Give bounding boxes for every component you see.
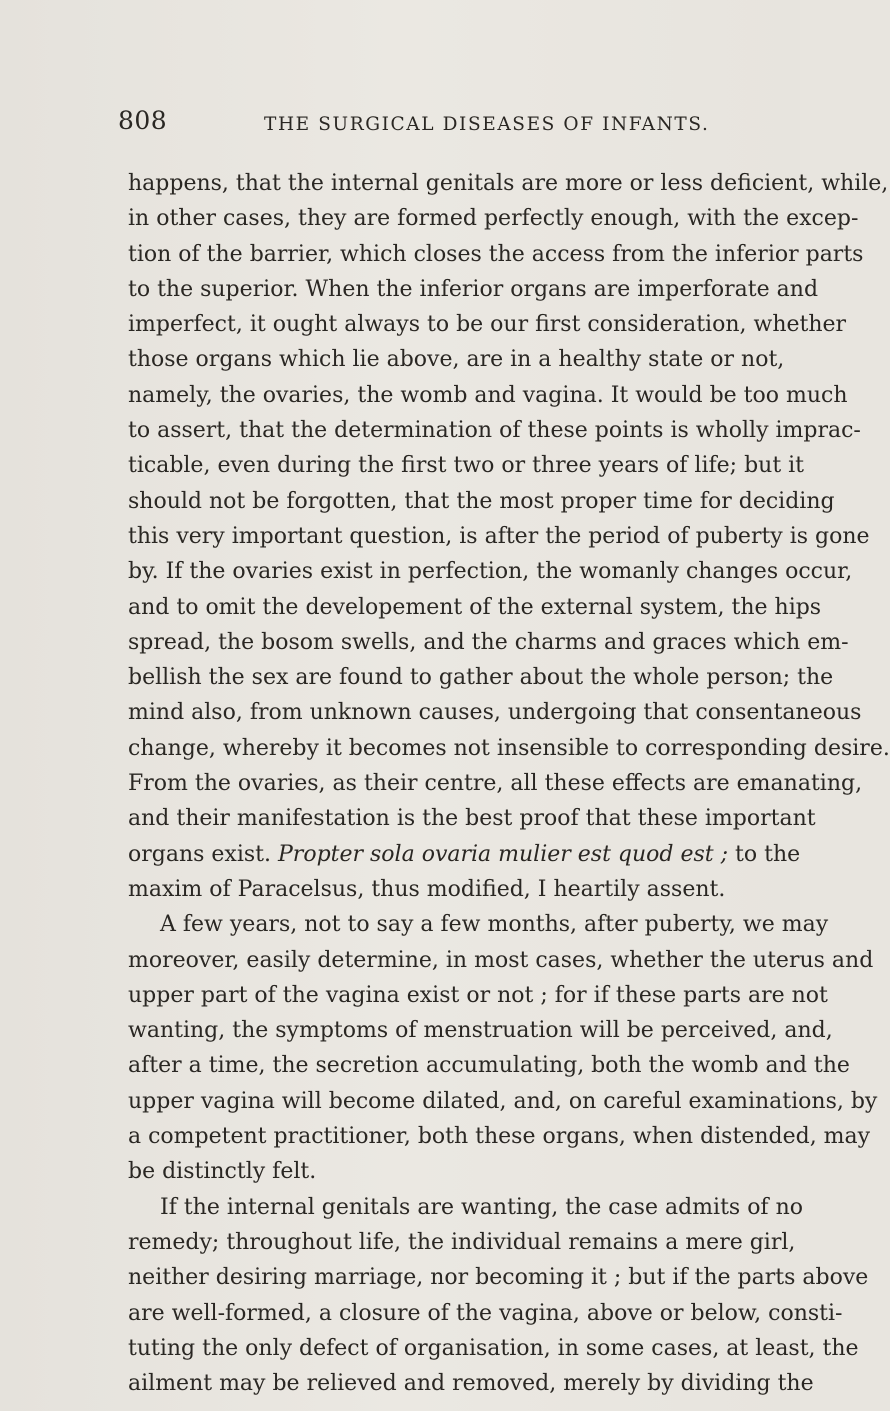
text-line: maxim of Paracelsus, thus modified, I heartily assent.	[128, 876, 726, 902]
text-line: remedy; throughout life, the individual remains a mere girl,	[128, 1229, 796, 1255]
text-line: namely, the ovaries, the womb and vagina. It would be too much	[128, 382, 848, 408]
running-head: THE SURGICAL DISEASES OF INFANTS.	[264, 114, 710, 135]
text-line: spread, the bosom swells, and the charms and graces which em-	[128, 629, 849, 655]
text-line: upper part of the vagina exist or not ; for if these parts are not	[128, 982, 828, 1008]
text-line: to assert, that the determination of these points is wholly imprac-	[128, 418, 861, 444]
text-line: in other cases, they are formed perfectly enough, with the excep-	[128, 206, 859, 232]
text-line: those organs which lie above, are in a healthy state or not,	[128, 347, 785, 373]
text-line: be distinctly felt.	[128, 1159, 317, 1185]
text-line: tuting the only defect of organisation, in some cases, at least, the	[128, 1335, 859, 1361]
text-line: upper vagina will become dilated, and, on careful examinations, by	[128, 1088, 878, 1114]
text-line: tion of the barrier, which closes the access from the inferior parts	[128, 241, 864, 267]
text-line: by. If the ovaries exist in perfection, the womanly changes occur,	[128, 559, 853, 585]
text-line: wanting, the symptoms of menstruation will be perceived, and,	[128, 1018, 833, 1044]
body-text	[128, 166, 890, 1401]
text-line: From the ovaries, as their centre, all these effects are emanating,	[128, 771, 863, 797]
text-line: happens, that the internal genitals are more or less deficient, while,	[128, 171, 889, 196]
text-line: bellish the sex are found to gather about the whole person; the	[128, 665, 834, 691]
paragraph-start-line: If the internal genitals are wanting, the case admits of no	[160, 1194, 803, 1220]
text-line: mind also, from unknown causes, undergoing that consentaneous	[128, 700, 862, 726]
text-line: and their manifestation is the best proof that these important	[128, 806, 816, 832]
paragraph-start-line: A few years, not to say a few months, after puberty, we may	[160, 912, 829, 938]
text-line: after a time, the secretion accumulating, both the womb and the	[128, 1053, 850, 1079]
text-line-with-latin	[128, 837, 801, 872]
text-line: should not be forgotten, that the most proper time for deciding	[128, 488, 835, 514]
text-line: change, whereby it becomes not insensible to corresponding desire.	[128, 735, 890, 761]
page-header	[118, 106, 770, 146]
text-line: are well-formed, a closure of the vagina, above or below, consti-	[128, 1300, 843, 1326]
text-fragment: organs exist.	[128, 841, 278, 867]
text-line: neither desiring marriage, nor becoming it ; but if the parts above	[128, 1265, 869, 1291]
text-line: to the superior. When the inferior organs are imperforate and	[128, 276, 819, 302]
text-line: ticable, even during the first two or three years of life; but it	[128, 453, 805, 479]
text-line: moreover, easily determine, in most cases, whether the uterus and	[128, 947, 874, 973]
latin-quotation: Propter sola ovaria mulier est quod est ;	[278, 841, 729, 867]
page-number: 808	[118, 106, 168, 135]
text-line: this very important question, is after the period of puberty is gone	[128, 523, 870, 549]
text-fragment: to the	[728, 841, 801, 867]
text-line: and to omit the developement of the external system, the hips	[128, 594, 822, 620]
text-line: ailment may be relieved and removed, merely by dividing the	[128, 1371, 814, 1397]
text-line: imperfect, it ought always to be our first consideration, whether	[128, 312, 847, 338]
text-line: a competent practitioner, both these organs, when distended, may	[128, 1124, 871, 1150]
